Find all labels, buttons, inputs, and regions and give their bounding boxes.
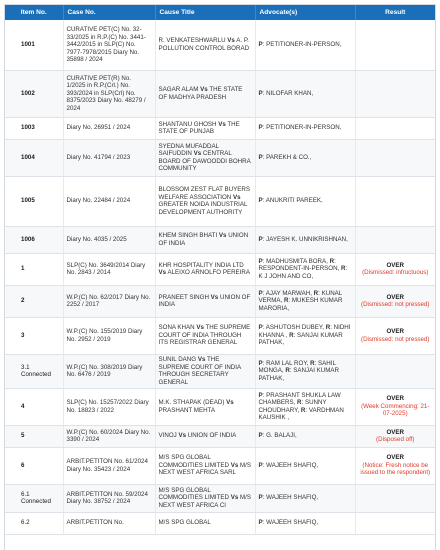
result-note: (Disposed off) [376,436,415,443]
advocates-cell: P: RAM LAL ROY, R: SAHIL MONGA, R: SANJAI KUMAR PATHAK, [255,354,355,388]
advocate-name: PETITIONER-IN-PERSON, [266,41,342,48]
advocates-cell: P: PETITIONER-IN-PERSON, [255,20,355,70]
petitioner-name: VINOJ [158,432,177,440]
col-header-cause-title: Cause Title [155,5,255,20]
petitioner-advocate-prefix: P [258,324,263,332]
item-no-cell: 1 [5,253,63,285]
result-cell [355,139,435,176]
cause-title-cell [155,70,255,117]
versus-label: Vs [226,399,234,406]
petitioner-name: M/S SPG GLOBAL COMMODITIES LIMITED [158,454,229,469]
respondent-name: UNION OF INDIA [187,432,237,440]
advocate-name: PAREKH & CO., [266,153,312,161]
advocate-name: KUNAL VERMA, [258,289,342,305]
advocate-name: PETITIONER-IN-PERSON, [266,124,342,132]
petitioner-advocate-prefix: P [258,519,263,527]
item-no-cell: 3 [5,317,63,354]
cause-title-cell [155,117,255,139]
respondent-advocate-prefix: R [325,324,331,332]
versus-label: Vs [200,86,208,93]
petitioner-name: M/S SPG GLOBAL [158,519,211,527]
petitioner-name: BLOSSOM ZEST FLAT BUYERS WELFARE ASSOCIATION [158,186,250,201]
versus-label: Vs [197,356,206,363]
versus-label: Vs [218,120,226,128]
result-note: (Dismissed: infructuous) [362,269,429,276]
advocate-name: MUKESH KUMAR MARORIA, [258,297,343,312]
col-header-case-no: Case No. [63,5,155,20]
respondent-name: A. P. POLLUTION CONTROL BORAD [158,37,250,52]
petitioner-name: SUNIL DANG [158,356,197,363]
result-note: (Week Commencing: 21-07-2025) [361,402,430,418]
cause-title-cell [155,512,255,534]
table-row [5,70,435,117]
result-cell [355,354,435,388]
respondent-name: M/S NEXT WEST AFRICA SARL [158,461,252,477]
case-no-cell: CURATIVE PET(C) No. 32-33/2025 in R.P.(C) No. 3441-3442/2015 in SLP(C) No. 7977-7978/2015 Diary No. 35898 / 2024 [63,20,155,70]
respondent-name: THE SUPREME COURT OF INDIA THROUGH ITS REGISTRAR GENERAL [158,324,251,347]
item-no-cell: 1002 [5,70,63,117]
table-row [5,139,435,176]
petitioner-advocate-prefix: P [258,89,263,97]
result-cell [355,388,435,425]
respondent-name: THE SUPREME COURT OF INDIA THROUGH SECRETARY GENERAL [158,356,241,386]
result-cell [355,226,435,253]
advocate-name: ANUKRITI PAREEK, [265,197,323,205]
col-header-advocates: Advocate(s) [255,5,355,20]
petitioner-advocate-prefix: P [258,124,263,132]
item-no-cell: 1003 [5,117,63,139]
advocate-name: WAJEEH SHAFIQ, [266,519,319,527]
item-no-cell: 6.1 Connected [5,484,63,512]
respondent-name: PRASHANT MEHTA [158,406,215,414]
table-row [5,388,435,425]
item-no-cell: 6 [5,447,63,484]
case-no-cell: ARBIT.PETITON No. 59/2024 Diary No. 38752 / 2024 [63,484,155,512]
advocates-cell: P: PETITIONER-IN-PERSON, [255,117,355,139]
item-no-cell: 1004 [5,139,63,176]
case-no-cell: W.P.(C) No. 155/2019 Diary No. 2952 / 2019 [63,317,155,354]
advocate-name: G. BALAJI, [266,432,297,440]
respondent-advocate-prefix: R [313,289,319,297]
item-no-cell: 1006 [5,226,63,253]
table-row [5,20,435,70]
result-cell [355,425,435,447]
cause-title-cell [155,253,255,285]
petitioner-advocate-prefix: P [258,461,263,469]
advocate-name: WAJEEH SHAFIQ, [266,494,319,502]
versus-label: Vs [196,324,204,332]
cause-title-cell [155,139,255,176]
respondent-name: UNION OF INDIA [158,232,249,247]
result-cell [355,484,435,512]
versus-label: Vs [233,193,241,201]
petitioner-name: PRANEET SINGH [158,293,209,301]
petitioner-advocate-prefix: P [258,235,263,243]
cause-list-table-container [4,4,436,550]
petitioner-advocate-prefix: P [258,41,263,48]
petitioner-advocate-prefix: P [258,391,263,399]
advocates-cell: P: MADHUSMITA BORA, R: RESPONDENT-IN-PERSON, R: K J JOHN AND CO, [255,253,355,285]
respondent-advocate-prefix: R [289,331,294,339]
respondent-advocate-prefix: R [310,359,315,367]
advocates-cell: P: WAJEEH SHAFIQ, [255,484,355,512]
advocates-cell: P: JAYESH K. UNNIKRISHNAN, [255,226,355,253]
cause-title-cell [155,354,255,388]
item-no-cell: 3.1 Connected [5,354,63,388]
case-no-cell: W.P.(C) No. 62/2017 Diary No. 2252 / 2017 [63,285,155,317]
petitioner-name: R. VENKATESHWARLU [158,37,226,45]
advocate-name: AJAY MARWAH, [265,289,312,297]
result-status: OVER [386,261,405,269]
versus-label: Vs [210,293,219,301]
table-row [5,226,435,253]
result-note: (Dismissed: not pressed) [361,335,430,343]
respondent-name: GREATER NOIDA INDUSTRIAL DEVELOPMENT AUTHORITY [158,201,248,216]
respondent-advocate-prefix: R [341,265,346,273]
advocate-name: JAYESH K. UNNIKRISHNAN, [266,235,348,243]
item-no-cell: 6.2 [5,512,63,534]
result-cell [355,512,435,534]
table-row [5,317,435,354]
respondent-advocate-prefix: R [329,257,335,265]
table-header [5,5,435,20]
table-row [5,354,435,388]
cause-title-cell [155,176,255,226]
petitioner-advocate-prefix: P [258,494,263,502]
item-no-cell: 2 [5,285,63,317]
advocate-name: MADHUSMITA BORA, [266,257,328,265]
advocate-name: SANJAI KUMAR PATHAK, [258,331,343,347]
result-note: (Notice: Fresh notice be issued to the respondent) [360,461,431,477]
cause-title-cell [155,425,255,447]
advocate-name: RAM LAL ROY, [266,359,309,367]
respondent-name: ALEIXO ARNOLFO PEREIRA [167,269,250,276]
advocate-name: NILOFAR KHAN, [266,89,314,97]
respondent-name: M/S NEXT WEST AFRICA CI [158,494,252,509]
petitioner-name: SONA KHAN [158,324,195,332]
respondent-name: THE STATE OF PUNJAB [158,120,240,135]
petitioner-name: KHR HOSPITALITY INDIA LTD [158,261,244,269]
versus-label: Vs [230,461,239,469]
table-row [5,447,435,484]
petitioner-name: M/S SPG GLOBAL COMMODITIES LIMITED [158,486,229,502]
col-header-result: Result [355,5,435,20]
cause-title-cell [155,226,255,253]
versus-label: Vs [193,150,202,157]
case-no-cell: W.P.(C) No. 308/2019 Diary No. 6476 / 2019 [63,354,155,388]
petitioner-advocate-prefix: P [258,289,263,297]
case-no-cell: Diary No. 41794 / 2023 [63,139,155,176]
result-cell [355,447,435,484]
cause-title-cell [155,447,255,484]
respondent-name: THE STATE OF MADHYA PRADESH [158,86,243,101]
table-row [5,512,435,534]
case-no-cell: ARBIT.PETITON No. 61/2024 Diary No. 35423 / 2024 [63,447,155,484]
result-cell [355,176,435,226]
advocate-name: VARDHMAN KAUSHIK , [258,406,344,421]
result-cell [355,70,435,117]
respondent-name: UNION OF INDIA [158,293,251,308]
result-cell [355,285,435,317]
case-no-cell: SLP(C) No. 3649/2014 Diary No. 2843 / 2014 [63,253,155,285]
petitioner-name: M.K. STHAPAK (DEAD) [158,399,225,406]
versus-label: Vs [230,494,239,502]
petitioner-name: SAGAR ALAM [158,86,199,93]
cause-title-cell [155,388,255,425]
advocate-name: ASHUTOSH DUBEY, [265,324,324,332]
respondent-advocate-prefix: R [283,297,289,305]
advocates-cell: P: WAJEEH SHAFIQ, [255,512,355,534]
case-no-cell: ARBIT.PETITON No. [63,512,155,534]
result-status: OVER [386,293,405,301]
petitioner-advocate-prefix: P [258,153,263,161]
result-cell [355,117,435,139]
table-row [5,425,435,447]
col-header-item-no: Item No. [5,5,63,20]
petitioner-name: SYEDNA MUFADDAL SAIFUDDIN [158,142,219,157]
result-status: OVER [386,395,405,403]
cause-title-cell [155,20,255,70]
result-status: OVER [386,428,405,436]
item-no-cell: 1005 [5,176,63,226]
petitioner-name: SHANTANU GHOSH [158,120,217,128]
result-status: OVER [386,454,405,462]
advocate-name: SUNNY CHOUDHARY, [258,399,327,414]
case-no-cell: CURATIVE PET(R) No. 1/2025 in R.P.(Crl.) No. 393/2024 in SLP(Crl) No. 8375/2023 Diary No. 48279 / 2024 [63,70,155,117]
case-no-cell: SLP(C) No. 15257/2022 Diary No. 18823 / 2022 [63,388,155,425]
cause-title-cell [155,285,255,317]
table-row [5,117,435,139]
advocate-name: K J JOHN AND CO, [258,272,314,280]
advocates-cell: P: PRASHANT SHUKLA LAW CHAMBERS, R: SUNNY CHOUDHARY, R: VARDHMAN KAUSHIK , [255,388,355,425]
respondent-advocate-prefix: R [285,367,290,375]
petitioner-advocate-prefix: P [258,257,263,265]
advocate-name: SAHIL MONGA, [258,359,336,375]
case-no-cell: W.P.(C) No. 60/2024 Diary No. 3390 / 2024 [63,425,155,447]
cause-title-cell [155,317,255,354]
advocate-name: SANJAI KUMAR PATHAK, [258,367,339,382]
case-no-cell: Diary No. 4035 / 2025 [63,226,155,253]
item-no-cell: 1001 [5,20,63,70]
petitioner-advocate-prefix: P [258,359,263,367]
advocates-cell: P: NILOFAR KHAN, [255,70,355,117]
advocates-cell: P: WAJEEH SHAFIQ, [255,447,355,484]
table-row [5,176,435,226]
respondent-advocate-prefix: R [300,406,306,414]
table-row [5,253,435,285]
item-no-cell: 4 [5,388,63,425]
versus-label: Vs [178,432,187,440]
advocates-cell: P: ASHUTOSH DUBEY, R: NIDHI KHANNA , R: SANJAI KUMAR PATHAK, [255,317,355,354]
versus-label: Vs [158,269,167,276]
result-note: (Dismissed: not pressed) [361,301,430,308]
versus-label: Vs [227,37,235,45]
advocate-name: RESPONDENT-IN-PERSON, [258,265,340,273]
cause-title-cell [155,484,255,512]
advocates-cell: P: PAREKH & CO., [255,139,355,176]
case-no-cell: Diary No. 26951 / 2024 [63,117,155,139]
case-no-cell: Diary No. 22484 / 2024 [63,176,155,226]
result-status: OVER [386,328,405,335]
advocates-cell: P: AJAY MARWAH, R: KUNAL VERMA, R: MUKESH KUMAR MARORIA, [255,285,355,317]
header-row [5,5,435,20]
result-cell [355,20,435,70]
petitioner-advocate-prefix: P [258,432,263,440]
advocate-name: PRASHANT SHUKLA LAW CHAMBERS, [258,391,341,406]
table-row [5,484,435,512]
petitioner-advocate-prefix: P [258,197,263,205]
cause-list-table [5,5,435,535]
result-cell [355,317,435,354]
advocates-cell: P: ANUKRITI PAREEK, [255,176,355,226]
versus-label: Vs [218,232,227,239]
respondent-name: CENTRAL BOARD OF DAWOODDI BOHRA COMMUNITY [158,150,251,172]
item-no-cell: 5 [5,425,63,447]
respondent-advocate-prefix: R [297,399,302,406]
advocates-cell: P: G. BALAJI, [255,425,355,447]
result-cell [355,253,435,285]
advocate-name: WAJEEH SHAFIQ, [266,461,319,469]
petitioner-name: KHEM SINGH BHATI [158,232,218,239]
table-body [5,20,435,534]
table-row [5,285,435,317]
advocate-name: NIDHI KHANNA , [258,324,351,339]
